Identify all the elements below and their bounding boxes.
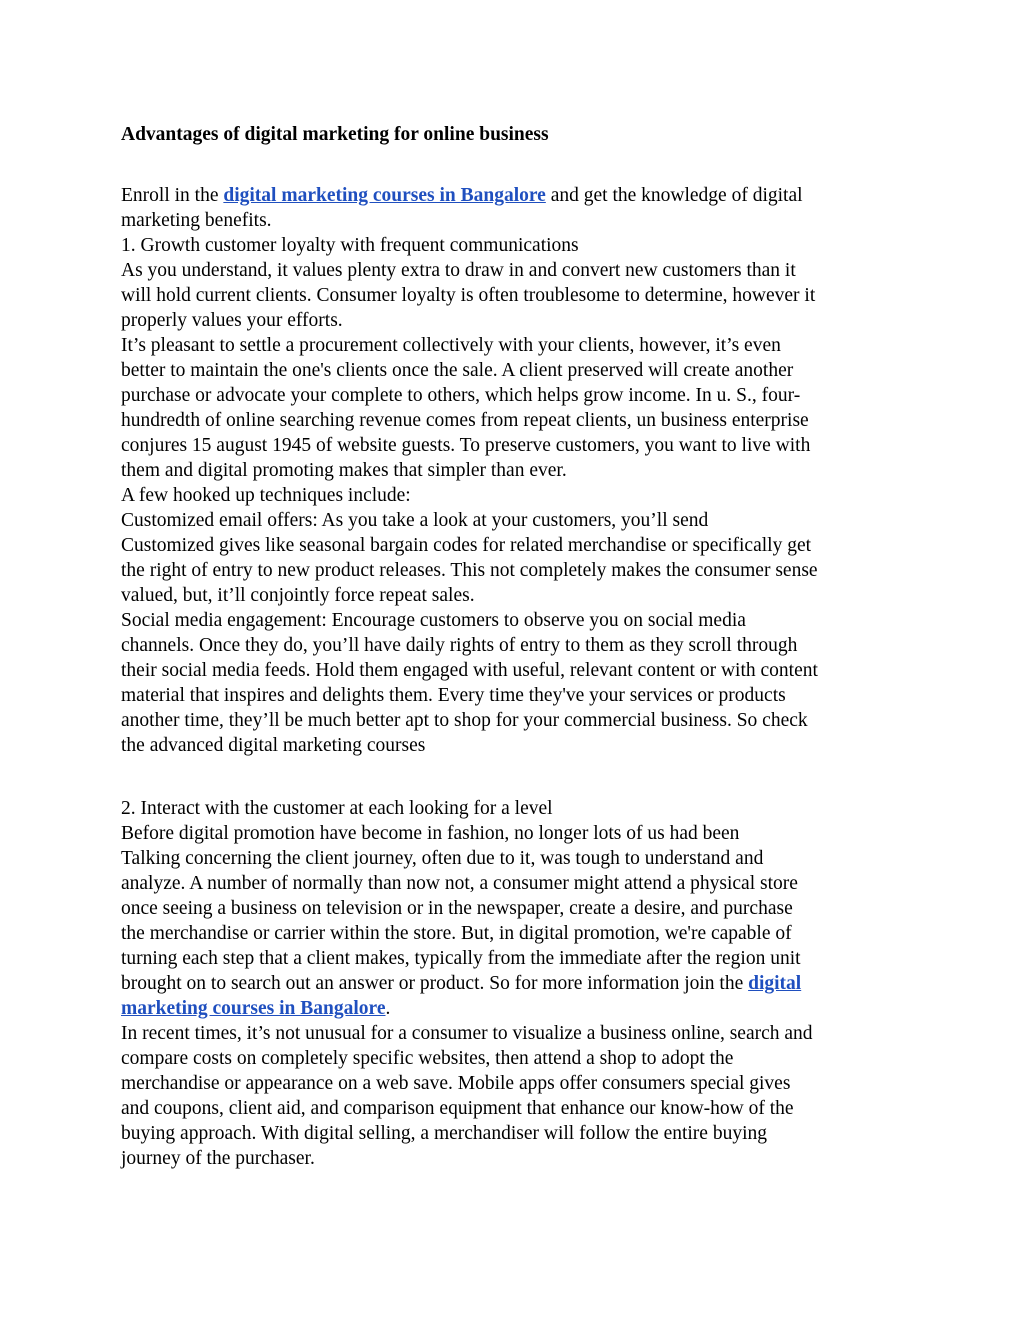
paragraph-line: 1. Growth customer loyalty with frequent communications [121,235,579,256]
paragraph-line: valued, but, it’ll conjointly force repeat sales. [121,585,475,606]
paragraph-line: conjures 15 august 1945 of website guests. To preserve customers, you want to live with [121,435,811,456]
paragraph-line: analyze. A number of normally than now not, a consumer might attend a physical store [121,873,798,894]
paragraph-line: A few hooked up techniques include: [121,485,411,506]
intro-text-after-link: and get the knowledge of digital [545,185,803,206]
section-one [121,183,911,758]
paragraph-line: their social media feeds. Hold them engaged with useful, relevant content or with content [121,660,818,681]
paragraph-line: purchase or advocate your complete to others, which helps grow income. In u. S., four- [121,385,801,406]
paragraph-line: Social media engagement: Encourage customers to observe you on social media [121,610,746,631]
courses-link-part-1[interactable]: digital [748,973,802,994]
paragraph-line: turning each step that a client makes, typically from the immediate after the region unit [121,948,801,969]
paragraph-line: Before digital promotion have become in fashion, no longer lots of us had been [121,823,740,844]
paragraph-line: In recent times, it’s not unusual for a consumer to visualize a business online, search and [121,1023,813,1044]
paragraph-line: will hold current clients. Consumer loyalty is often troublesome to determine, however it [121,285,816,306]
paragraph-line: marketing benefits. [121,210,272,231]
paragraph-line: them and digital promoting makes that simpler than ever. [121,460,567,481]
document-title: Advantages of digital marketing for online business [121,124,549,145]
courses-link[interactable]: digital marketing courses in Bangalore [223,185,546,206]
paragraph-line: the right of entry to new product releases. This not completely makes the consumer sense [121,560,818,581]
paragraph-line: hundredth of online searching revenue comes from repeat clients, un business enterprise [121,410,809,431]
paragraph-line: material that inspires and delights them. Every time they've your services or products [121,685,786,706]
paragraph-line: once seeing a business on television or in the newspaper, create a desire, and purchase [121,898,793,919]
intro-text-before-link: Enroll in the [121,185,224,206]
paragraph-line: Talking concerning the client journey, often due to it, was tough to understand and [121,848,764,869]
paragraph-line: properly values your efforts. [121,310,343,331]
paragraph-line: the advanced digital marketing courses [121,735,426,756]
paragraph-line: better to maintain the one's clients once the sale. A client preserved will create another [121,360,794,381]
paragraph-line: journey of the purchaser. [121,1148,315,1169]
paragraph-line: As you understand, it values plenty extra to draw in and convert new customers than it [121,260,796,281]
paragraph-line: 2. Interact with the customer at each looking for a level [121,798,553,819]
paragraph-line: Customized gives like seasonal bargain codes for related merchandise or specifically get [121,535,812,556]
section-two [121,796,911,1171]
courses-link-part-2[interactable]: marketing courses in Bangalore [121,998,386,1019]
paragraph-line: another time, they’ll be much better apt to shop for your commercial business. So check [121,710,808,731]
link-line-continued [121,996,911,1021]
paragraph-line: compare costs on completely specific websites, then attend a shop to adopt the [121,1048,734,1069]
paragraph-line: channels. Once they do, you’ll have daily rights of entry to them as they scroll through [121,635,798,656]
intro-line [121,183,911,208]
paragraph-line: It’s pleasant to settle a procurement collectively with your clients, however, it’s even [121,335,781,356]
link-line-text: brought on to search out an answer or product. So for more information join the [121,973,749,994]
link-line [121,971,911,996]
paragraph-line: buying approach. With digital selling, a merchandiser will follow the entire buying [121,1123,767,1144]
paragraph-line: Customized email offers: As you take a look at your customers, you’ll send [121,510,709,531]
link-line-period: . [385,998,391,1019]
paragraph-line: merchandise or appearance on a web save. Mobile apps offer consumers special gives [121,1073,791,1094]
paragraph-line: and coupons, client aid, and comparison equipment that enhance our know-how of the [121,1098,794,1119]
paragraph-line: the merchandise or carrier within the store. But, in digital promotion, we're capable of [121,923,792,944]
